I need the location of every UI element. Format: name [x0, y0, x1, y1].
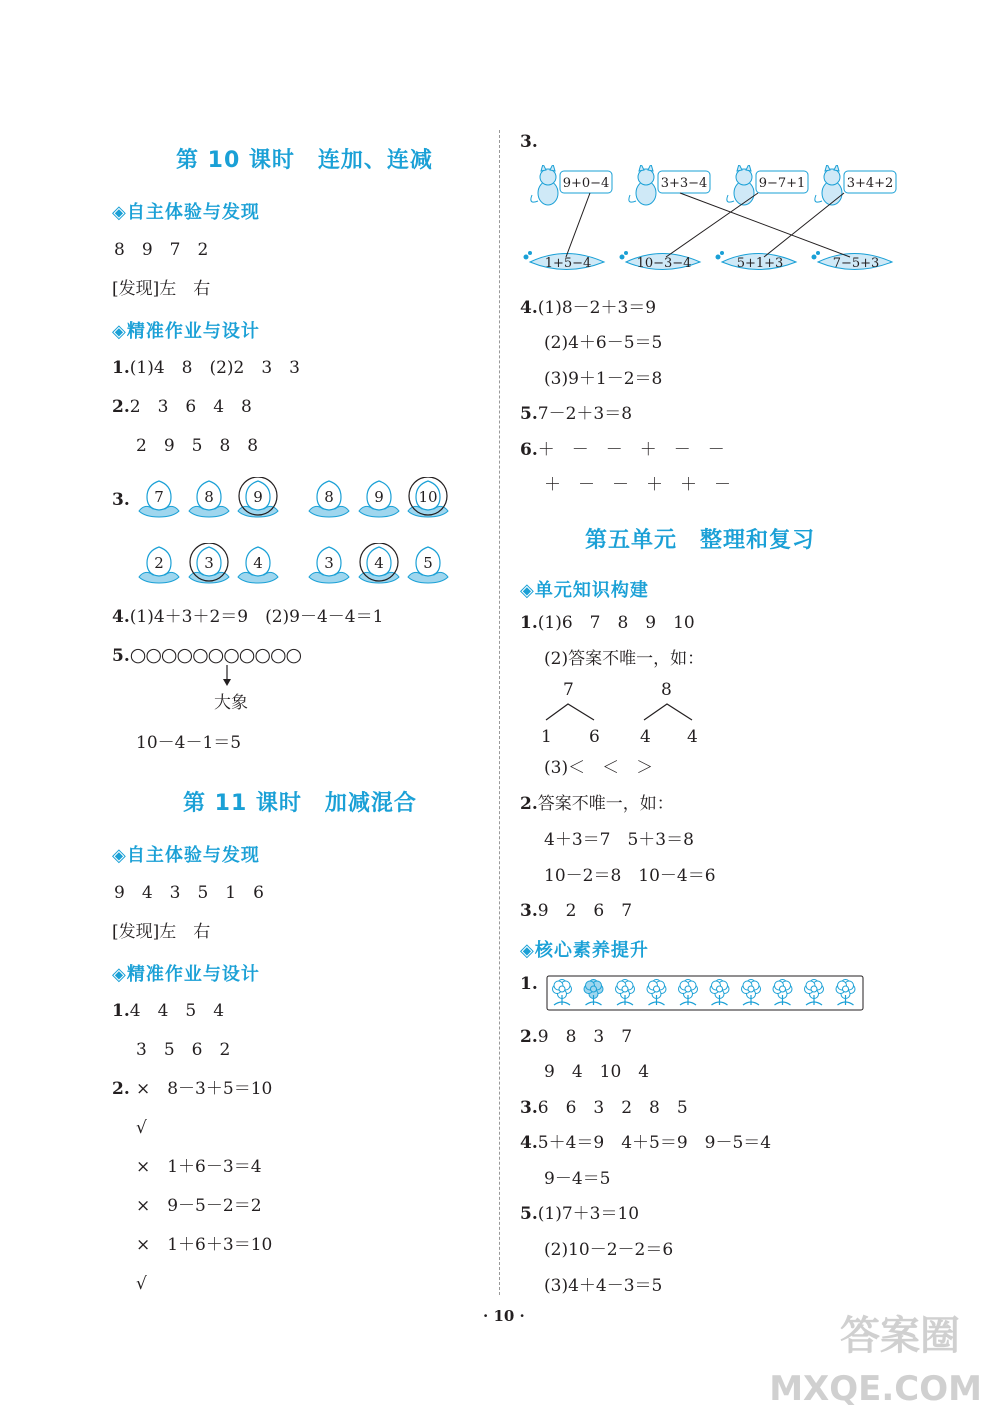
- question-number: 4.: [520, 298, 538, 318]
- section-unit-knowledge: ◈单元知识构建: [520, 580, 649, 601]
- question-4: [112, 607, 383, 627]
- question-number: 1.: [520, 974, 538, 994]
- svg-text:9: 9: [374, 488, 384, 506]
- question-number: 1.: [112, 358, 130, 378]
- tree-left-number: 1: [541, 727, 552, 747]
- answer-line: ＋ － － ＋ ＋ －: [544, 475, 731, 495]
- number-split-lines: [540, 700, 700, 724]
- answer-line: 10－4－1＝5: [136, 733, 242, 753]
- svg-text:8: 8: [204, 488, 214, 506]
- answer-line: 9－4＝5: [544, 1169, 611, 1189]
- flower-icon: [584, 980, 603, 1006]
- unit-5-title: 第五单元 整理和复习: [585, 528, 816, 553]
- question-number: 3.: [520, 1098, 538, 1118]
- cat-leaf-matching-diagram: [520, 165, 900, 280]
- answer-line: 3 5 6 2: [136, 1040, 231, 1060]
- question-number: 2.: [112, 397, 130, 417]
- answer-line: 9 4 10 4: [544, 1062, 650, 1082]
- leaf-card: [620, 251, 701, 271]
- answer-line: √: [136, 1274, 147, 1294]
- answer-line: × 1＋6＋3＝10: [136, 1235, 273, 1255]
- svg-text:4: 4: [374, 554, 384, 572]
- flower-icon: [553, 980, 572, 1006]
- question-1: [112, 358, 300, 378]
- peach-item: [236, 477, 280, 521]
- cat-card: [629, 165, 710, 205]
- question-1: [112, 1001, 224, 1021]
- lesson-10-title: 第 10 课时 连加、连减: [176, 148, 433, 173]
- leaf-expression: 5+1+3: [736, 256, 784, 271]
- leaf-card: [812, 251, 893, 271]
- question-number: 2.: [520, 1027, 538, 1047]
- cat-card: [727, 165, 808, 205]
- svg-text:4: 4: [253, 554, 263, 572]
- question-number: 6.: [520, 440, 538, 460]
- flower-icon: [836, 980, 855, 1006]
- answer-line: (2)4＋6－5＝5: [544, 333, 663, 353]
- svg-text:3: 3: [324, 554, 334, 572]
- question-5: [520, 404, 632, 424]
- svg-text:8: 8: [324, 488, 334, 506]
- answer-line: (3)4＋4－3＝5: [544, 1276, 663, 1296]
- question-number: 3.: [520, 901, 538, 921]
- peach-item: [357, 543, 401, 587]
- question-number: 1.: [520, 613, 538, 633]
- cat-card: [531, 165, 612, 205]
- svg-text:7: 7: [154, 488, 164, 506]
- section-self-experience: ◈自主体验与发现: [112, 845, 260, 866]
- question-number: 3.: [112, 490, 130, 510]
- answer-text: 9 2 6 7: [537, 901, 633, 921]
- flower-icon: [616, 980, 635, 1006]
- question-number: 5.: [112, 646, 130, 666]
- question-number: 2.: [112, 1079, 130, 1099]
- answer-text: 4 4 5 4: [129, 1001, 225, 1021]
- cat-expression: 3+4+2: [846, 176, 894, 191]
- cat-expression: 3+3−4: [660, 176, 708, 191]
- question-1: [520, 613, 695, 633]
- flower-icon: [805, 980, 824, 1006]
- answer-line: 8 9 7 2: [114, 240, 209, 260]
- question-4: [520, 1133, 771, 1153]
- answer-line: (2)10－2－2＝6: [544, 1240, 674, 1260]
- watermark-logo: 答案圈: [840, 1313, 960, 1359]
- question-5: [520, 1204, 639, 1224]
- svg-text:10: 10: [418, 488, 438, 506]
- leaf-expression: 1+5−4: [544, 256, 592, 271]
- answer-text: 9 8 3 7: [537, 1027, 633, 1047]
- answer-line: 4＋3＝7 5＋3＝8: [544, 830, 694, 850]
- lesson-11-title: 第 11 课时 加减混合: [183, 791, 417, 816]
- peach-item: [187, 477, 231, 521]
- flower-icon: [647, 980, 666, 1006]
- svg-text:3: 3: [204, 554, 214, 572]
- section-precise-homework: ◈精准作业与设计: [112, 321, 260, 342]
- question-number: 3.: [520, 132, 538, 152]
- leaf-expression: 10−3−4: [636, 256, 692, 271]
- question-2: [112, 397, 252, 417]
- answer-text: (1)4 8 (2)2 3 3: [129, 358, 300, 378]
- cat-expression: 9−7+1: [758, 176, 806, 191]
- answer-text: 2 3 6 4 8: [129, 397, 252, 417]
- answer-text: (1)4＋3＋2＝9 (2)9－4－4＝1: [129, 607, 384, 627]
- peach-item: [236, 543, 280, 587]
- svg-text:5: 5: [423, 554, 433, 572]
- flower-icon: [679, 980, 698, 1006]
- elephant-label: 大象: [214, 693, 248, 713]
- circle-row: ○○○○○○○○○○○: [129, 644, 302, 666]
- question-3: [520, 1098, 688, 1118]
- question-number: 5.: [520, 404, 538, 424]
- question-3: [520, 901, 632, 921]
- answer-text: 5＋4＝9 4＋5＝9 9－5＝4: [537, 1133, 772, 1153]
- match-line: [666, 193, 758, 257]
- question-2: [520, 794, 674, 814]
- answer-line: (3)＜ ＜ ＞: [544, 758, 654, 778]
- flower-icon: [773, 980, 792, 1006]
- peach-item: [137, 477, 181, 521]
- question-number: 4.: [520, 1133, 538, 1153]
- answer-line: × 9－5－2＝2: [136, 1196, 262, 1216]
- answer-text: (1)7＋3＝10: [537, 1204, 640, 1224]
- peach-item: [137, 543, 181, 587]
- cat-card: [815, 165, 896, 205]
- answer-line: 2 9 5 8 8: [136, 436, 259, 456]
- answer-text: 6 6 3 2 8 5: [537, 1098, 688, 1118]
- match-line: [764, 193, 844, 257]
- flower-icon: [742, 980, 761, 1006]
- question-number: 2.: [520, 794, 538, 814]
- cat-expression: 9+0−4: [562, 176, 610, 191]
- peach-item: [406, 477, 450, 521]
- answer-line: √: [136, 1118, 147, 1138]
- svg-text:2: 2: [154, 554, 164, 572]
- answer-text: 7－2＋3＝8: [537, 404, 633, 424]
- answer-text: (1)6 7 8 9 10: [537, 613, 695, 633]
- question-6: [520, 440, 725, 460]
- answer-text: (1)8－2＋3＝9: [537, 298, 657, 318]
- answer-text: 答案不唯一，如：: [537, 794, 674, 814]
- question-number: 1.: [112, 1001, 130, 1021]
- tree-top-number: 8: [661, 680, 672, 700]
- page-number: · 10 ·: [483, 1307, 525, 1325]
- match-line: [566, 193, 590, 257]
- tree-left-number: 4: [640, 727, 651, 747]
- leaf-card: [524, 251, 605, 271]
- question-number: 5.: [520, 1204, 538, 1224]
- answer-line: 9 4 3 5 1 6: [114, 883, 264, 903]
- discover-line: [发现]左 右: [112, 279, 211, 299]
- tree-right-number: 4: [687, 727, 698, 747]
- leaf-expression: 7−5+3: [832, 256, 880, 271]
- answer-line: 10－2＝8 10－4＝6: [544, 866, 716, 886]
- question-2: [520, 1027, 632, 1047]
- answer-line: × 8－3＋5＝10: [136, 1079, 273, 1099]
- question-5: [112, 645, 301, 666]
- tree-top-number: 7: [563, 680, 574, 700]
- question-4: [520, 298, 656, 318]
- watermark-text: MXQE.COM: [769, 1369, 982, 1409]
- peach-item: [187, 543, 231, 587]
- answer-line: (3)9＋1－2＝8: [544, 369, 663, 389]
- discover-line: [发现]左 右: [112, 922, 211, 942]
- answer-line: × 1＋6－3＝4: [136, 1157, 262, 1177]
- peach-item: [307, 543, 351, 587]
- flower-icon: [710, 980, 729, 1006]
- flower-row-diagram: [546, 975, 864, 1011]
- arrow-down-icon: [221, 665, 233, 687]
- answer-text: ＋ － － ＋ － －: [537, 440, 725, 460]
- peach-item: [406, 543, 450, 587]
- column-divider: [499, 130, 500, 1295]
- leaf-card: [716, 251, 797, 271]
- section-precise-homework: ◈精准作业与设计: [112, 964, 260, 985]
- section-core-literacy: ◈核心素养提升: [520, 940, 649, 961]
- tree-right-number: 6: [589, 727, 600, 747]
- svg-text:9: 9: [253, 488, 263, 506]
- match-line: [680, 193, 850, 257]
- section-self-experience: ◈自主体验与发现: [112, 202, 260, 223]
- peach-item: [307, 477, 351, 521]
- question-number: 4.: [112, 607, 130, 627]
- answer-line: (2)答案不唯一，如：: [544, 649, 705, 669]
- peach-item: [357, 477, 401, 521]
